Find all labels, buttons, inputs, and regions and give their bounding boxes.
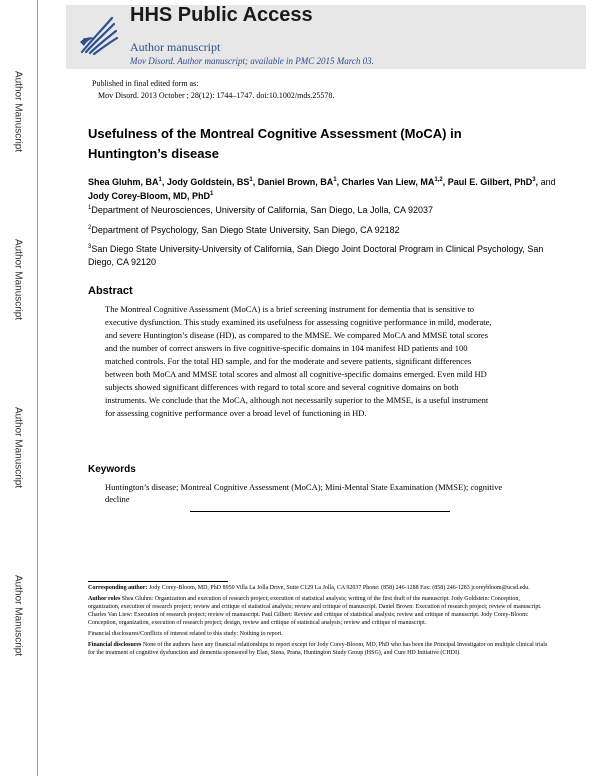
footnote-label: Corresponding author: xyxy=(88,585,148,591)
author-name: Jody Corey-Bloom, MD, PhD xyxy=(88,191,211,201)
author-name: Paul E. Gilbert, PhD xyxy=(447,177,533,187)
footnote-divider xyxy=(88,581,228,582)
conflicts-note: Financial disclosures/Conflicts of interest related to this study: Nothing to report. xyxy=(88,631,283,637)
abstract-body: The Montreal Cognitive Assessment (MoCA) is a brief screening instrument for dementia that is sensitive to executive dysfunction. This study examined its usefulness for assessing cognitive performance in mild, moderate, and severe Huntington’s disease (HD), as compared to the MMSE. We compared MoCA and MMSE total scores and the number of correct answers in five cognitive-specific domains in 104 manifest HD patients and 100 matched controls. For the total HD sample, and for the moderate and severe patients, significant differences between both MoCA and MMSE total scores and almost all cognitive-specific domains emerged. Even mild HD subjects showed significant differences with regard to total score and several cognitive domains on both instruments. We conclude that the MoCA, although not necessarily superior to the MMSE, is a useful instrument for assessing cognitive performance over a broad level of functioning in HD. xyxy=(105,304,492,418)
affiliation-marker: 1 xyxy=(88,205,92,211)
page-title: HHS Public Access xyxy=(130,4,313,26)
affiliation-marker: 1 xyxy=(210,191,214,197)
sidebar-label: Author Manuscript xyxy=(12,575,24,657)
sidebar-divider xyxy=(37,0,38,776)
footnotes xyxy=(88,584,550,660)
publication-note-label: Published in final edited form as: xyxy=(92,79,199,88)
sidebar-label: Author Manuscript xyxy=(12,407,24,489)
affiliation-marker: 3 xyxy=(532,177,536,183)
journal-availability: Mov Disord. Author manuscript; available in PMC 2015 March 03. xyxy=(130,56,374,66)
footnote-label: Financial disclosures xyxy=(88,642,142,648)
publication-citation: Mov Disord. 2013 October ; 28(12): 1744–1747. doi:10.1002/mds.25578. xyxy=(98,91,335,100)
corresponding-author-note xyxy=(88,584,550,592)
affiliation-text: San Diego State University-University of California, San Diego Joint Doctoral Program in Clinical Psychology, San Diego, CA 92120 xyxy=(88,244,544,267)
hhs-eagle-logo-icon xyxy=(76,12,120,58)
affiliation xyxy=(88,243,548,269)
keywords-heading: Keywords xyxy=(88,464,136,475)
affiliation-marker: 1 xyxy=(333,177,337,183)
sidebar-label: Author Manuscript xyxy=(12,239,24,321)
footnote-text: Shea Gluhm: Organization and execution of research project; execution of statistical analysis; writing of the first draft of the manuscript. Jody Goldstein: Conception, organization, execution of research project; review and critique of statistical analysis; review and critique of manuscript. Daniel Brown: Execution of research project; review of manuscript. Charles Van Liew: Execution of research project; review of manuscript. Paul Gilbert: Review and critique of statistical analysis; review and critique of manuscript. Jody Corey-Bloom: Conception, organization, execution of research project; design, review and critique of statistical analysis; review and critique of manuscript. xyxy=(88,596,542,626)
author-name: Daniel Brown, BA xyxy=(257,177,334,187)
abstract-heading: Abstract xyxy=(88,285,133,297)
affiliation-marker: 2 xyxy=(88,225,92,231)
affiliation-marker: 1 xyxy=(249,177,253,183)
affiliation-text: Department of Neurosciences, University of California, San Diego, La Jolla, CA 92037 xyxy=(91,205,434,215)
affiliation-marker: 1,2 xyxy=(434,177,443,183)
section-divider xyxy=(190,511,450,512)
footnote-label: Author roles xyxy=(88,596,121,602)
author-roles-note xyxy=(88,595,550,627)
affiliation-marker: 1 xyxy=(158,177,162,183)
financial-disclosures-note xyxy=(88,641,550,657)
affiliation xyxy=(88,224,548,237)
footnote-text: None of the authors have any financial relationships to report except for Jody Corey-Bloom, MD, PhD who has been the Principal Investigator on multiple clinical trials for the treatment of cognitive dysfunction and dementia sponsored by Elan, Siena, Prana, Huntington Study Group (HSG), and Cure HD Initiative (CHDI). xyxy=(88,642,548,656)
affiliation xyxy=(88,204,548,217)
affiliation-text: Department of Psychology, San Diego State University, San Diego, CA 92182 xyxy=(91,225,400,235)
footnote-text: Jody Corey-Bloom, MD, PhD 8950 Villa La Jolla Drive, Suite C129 La Jolla, CA 92037 Phone: (858) 246-1288 Fax: (858) 246-1283 jcoreybloom@ucsd.edu. xyxy=(148,585,530,591)
author-name: Jody Goldstein, BS xyxy=(166,177,250,187)
author-name: Shea Gluhm, BA xyxy=(88,177,159,187)
author-name: Charles Van Liew, MA xyxy=(341,177,435,187)
publication-note xyxy=(92,78,334,102)
sidebar-label: Author Manuscript xyxy=(12,71,24,153)
keywords-list: Huntington’s disease; Montreal Cognitive Assessment (MoCA); Mini-Mental State Examination (MMSE); cognitive decline xyxy=(105,482,503,504)
affiliation-marker: 3 xyxy=(88,244,92,250)
article-title: Usefulness of the Montreal Cognitive Assessment (MoCA) in Huntington’s disease xyxy=(88,126,462,161)
author-list: Shea Gluhm, $BA^1$, Jody Goldstein, $BS^1$, Daniel Brown, $BA^1$, Charles Van Liew, MA$^{1,2}$, Paul E. Gilbert, PhD$^3$, and Jody Corey-Bloom, MD, PhD$^1$ xyxy=(88,177,556,201)
author-conjunction: and xyxy=(540,177,556,187)
header-subtitle: Author manuscript xyxy=(130,40,221,54)
